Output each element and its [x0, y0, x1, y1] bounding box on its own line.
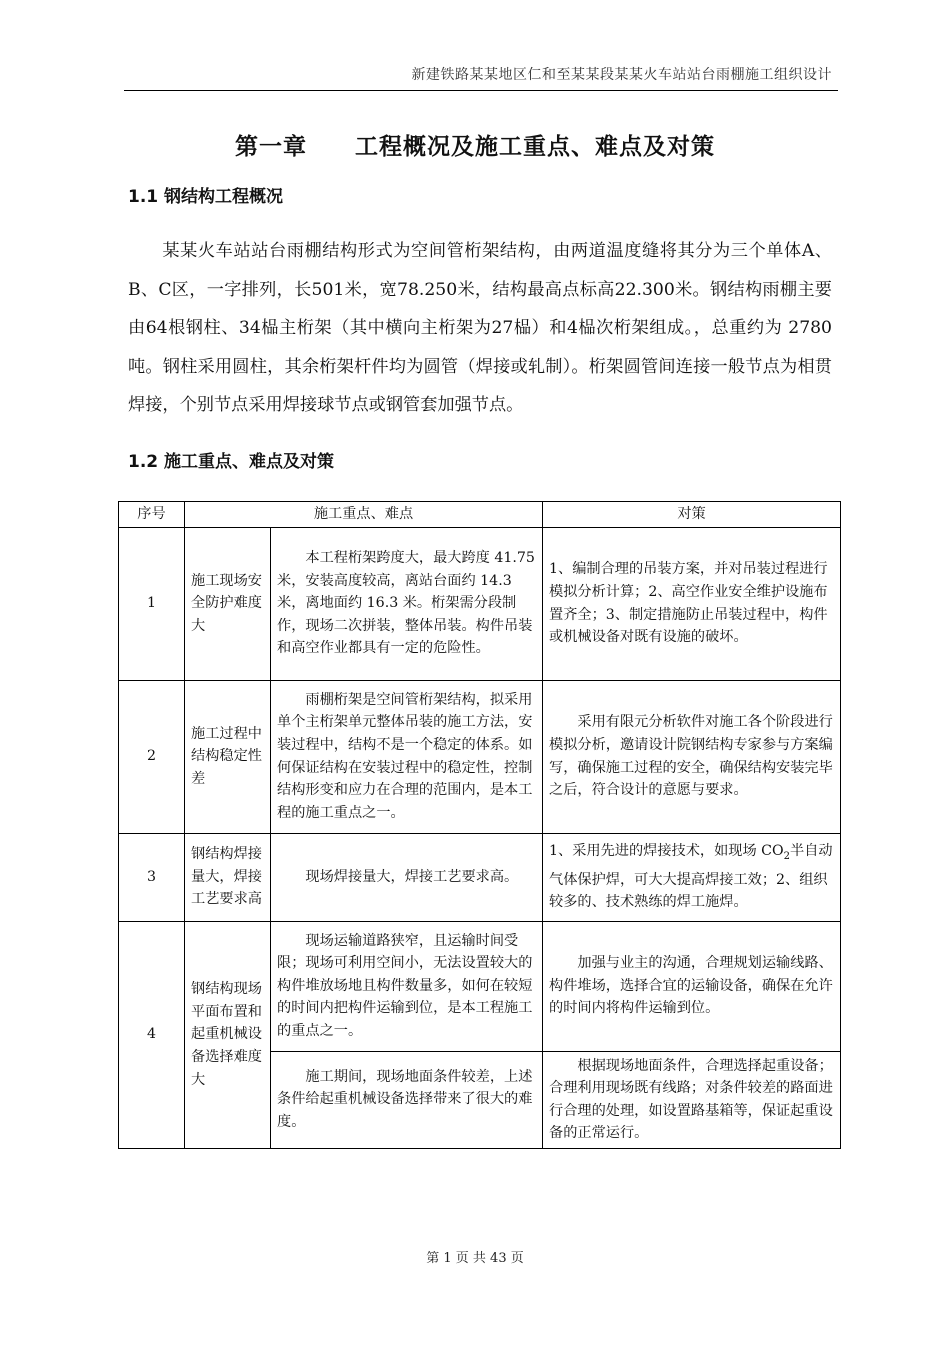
section-heading-1-2: 1.2 施工重点、难点及对策 [128, 452, 335, 472]
table-row [119, 833, 841, 921]
row-measure: 采用有限元分析软件对施工各个阶段进行模拟分析，邀请设计院钢结构专家参与方案编写，确保施工过程的安全，确保结构安装完毕之后，符合设计的意愿与要求。 [543, 680, 841, 833]
row-topic: 施工过程中结构稳定性差 [185, 680, 271, 833]
co2-subscript: 2 [783, 851, 791, 863]
measure-text-b: 半自动气体保护焊，可大大提高焊接工效；2、组织较多的、技术熟练的焊工施焊。 [549, 843, 833, 911]
table-header-row [119, 502, 841, 528]
table-row [119, 527, 841, 680]
row-detail: 施工期间，现场地面条件较差，上述条件给起重机械设备选择带来了很大的难度。 [271, 1051, 543, 1148]
row-detail: 现场焊接量大，焊接工艺要求高。 [271, 833, 543, 921]
row-detail: 本工程桁架跨度大，最大跨度 41.75 米，安装高度较高，离站台面约 14.3 米，离地面约 16.3 米。桁架需分段制作，现场二次拼装，整体吊装。构件吊装和高空作业都具有一定的危险性。 [271, 527, 543, 680]
header-no: 序号 [119, 502, 185, 528]
header-divider [124, 90, 838, 91]
row-measure [543, 833, 841, 921]
section-heading-1-1: 1.1 钢结构工程概况 [128, 187, 284, 207]
row-topic: 钢结构现场平面布置和起重机械设备选择难度大 [185, 921, 271, 1148]
overview-paragraph: 某某火车站站台雨棚结构形式为空间管桁架结构，由两道温度缝将其分为三个单体A、B、C区，一字排列，长501米，宽78.250米，结构最高点标高22.300米。钢结构雨棚主要由64根钢柱、34榀主桁架（其中横向主桁架为27榀）和4榀次桁架组成。，总重约为 2780 吨。钢柱采用圆柱，其余桁架杆件均为圆管（焊接或轧制）。桁架圆管间连接一般节点为相贯焊接，个别节点采用焊接球节点或钢管套加强节点。 [128, 241, 832, 416]
table-row [119, 680, 841, 833]
measure-text-a: 1、采用先进的焊接技术，如现场 CO [549, 843, 784, 860]
row-measure: 1、编制合理的吊装方案，并对吊装过程进行模拟分析计算；2、高空作业安全维护设施布置齐全；3、制定措施防止吊装过程中，构件或机械设备对既有设施的破坏。 [543, 527, 841, 680]
page-footer: 第 1 页 共 43 页 [426, 1251, 524, 1266]
row-measure: 根据现场地面条件，合理选择起重设备；合理利用现场既有线路；对条件较差的路面进行合理的处理，如设置路基箱等，保证起重设备的正常运行。 [543, 1051, 841, 1148]
running-header: 新建铁路某某地区仁和至某某段某某火车站站台雨棚施工组织设计 [411, 67, 832, 83]
row-number: 2 [119, 680, 185, 833]
header-difficulty: 施工重点、难点 [185, 502, 543, 528]
row-number: 1 [119, 527, 185, 680]
row-number: 4 [119, 921, 185, 1148]
chapter-title: 第一章 工程概况及施工重点、难点及对策 [235, 134, 715, 160]
row-topic: 施工现场安全防护难度大 [185, 527, 271, 680]
row-detail: 雨棚桁架是空间管桁架结构，拟采用单个主桁架单元整体吊装的施工方法，安装过程中，结构不是一个稳定的体系。如何保证结构在安装过程中的稳定性，控制结构形变和应力在合理的范围内，是本工程的施工重点之一。 [271, 680, 543, 833]
row-measure: 加强与业主的沟通，合理规划运输线路、构件堆场，选择合宜的运输设备，确保在允许的时间内将构件运输到位。 [543, 921, 841, 1051]
header-measure: 对策 [543, 502, 841, 528]
row-number: 3 [119, 833, 185, 921]
row-topic: 钢结构焊接量大，焊接工艺要求高 [185, 833, 271, 921]
table-row [119, 921, 841, 1051]
difficulty-table [118, 501, 841, 1149]
row-detail: 现场运输道路狭窄，且运输时间受限；现场可利用空间小，无法设置较大的构件堆放场地且构件数量多，如何在较短的时间内把构件运输到位，是本工程施工的重点之一。 [271, 921, 543, 1051]
